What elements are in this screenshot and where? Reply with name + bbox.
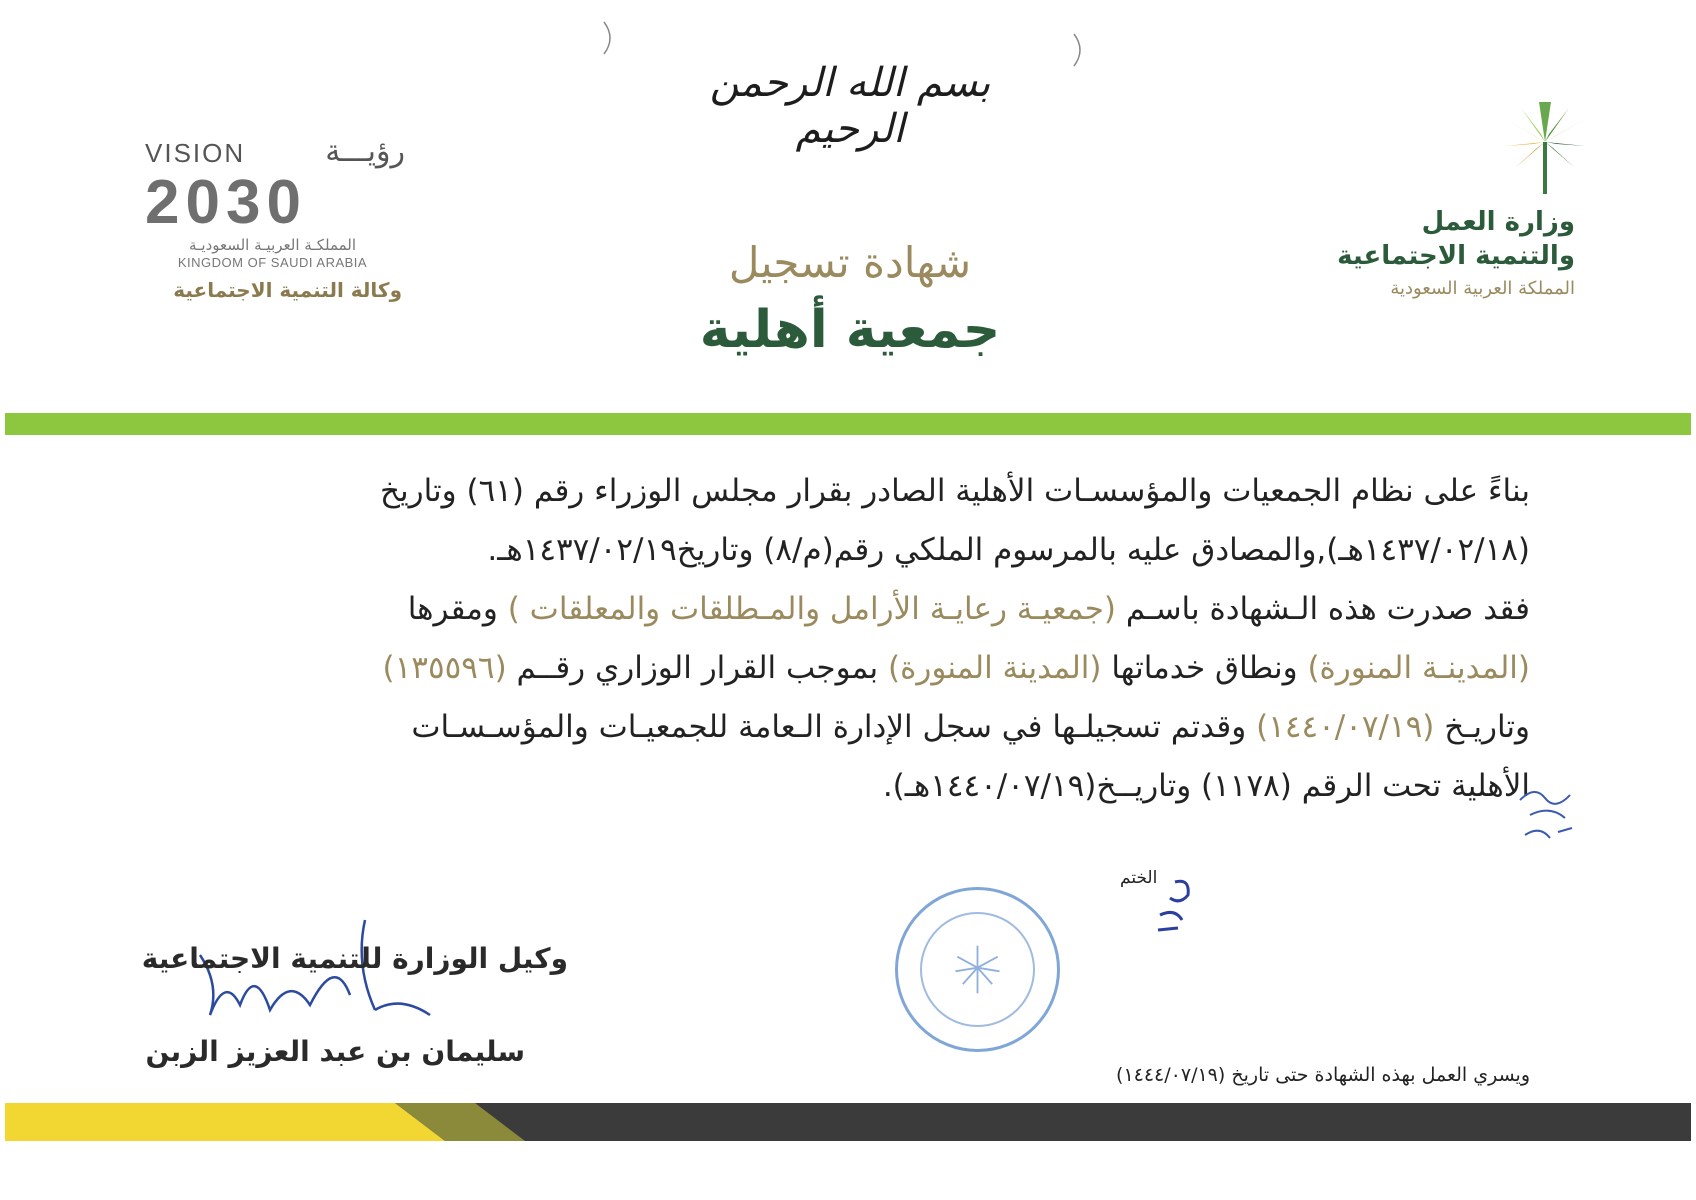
stamp-palm-icon bbox=[950, 942, 1005, 997]
scan-mark bbox=[600, 18, 620, 58]
certificate-body bbox=[150, 462, 1530, 816]
body-line-5 bbox=[150, 698, 1530, 757]
service-area: (المدينة المنورة) bbox=[888, 650, 1102, 686]
basmala: بسم الله الرحمن الرحيم bbox=[709, 60, 991, 152]
vision-ar-label: رؤيـــة bbox=[325, 134, 405, 169]
body-line-1: بناءً على نظام الجمعيات والمؤسسـات الأهلية الصادر بقرار مجلس الوزراء رقم (٦١) وتاريخ bbox=[379, 473, 1530, 509]
stamp-label: الختم bbox=[1120, 868, 1158, 888]
headquarters-city: (المدينـة المنورة) bbox=[1307, 650, 1530, 686]
body-line-3-pre: فقد صدرت هذه الـشهادة باسـم bbox=[1125, 591, 1530, 627]
certificate-subtitle: جمعية أهلية bbox=[699, 300, 1001, 360]
decision-number: (١٣٥٥٩٦) bbox=[382, 650, 507, 686]
body-line-2: (١٤٣٧/٠٢/١٨هـ),والمصادق عليه بالمرسوم الملكي رقم(م/٨) وتاريخ١٤٣٧/٠٢/١٩هـ. bbox=[487, 532, 1530, 568]
official-stamp-seal bbox=[895, 887, 1060, 1052]
body-line-3-post: ومقرها bbox=[407, 591, 498, 627]
body-line-5-pre: وتاريـخ bbox=[1444, 709, 1530, 745]
validity-note: ويسري العمل بهذه الشهادة حتى تاريخ (١٤٤٤/٠٧/١٩) bbox=[1116, 1064, 1530, 1086]
ministry-name-line2: والتنمية الاجتماعية bbox=[1337, 241, 1575, 271]
vision-kingdom-en: KINGDOM OF SAUDI ARABIA bbox=[177, 255, 368, 270]
decision-date: (١٤٤٠/٠٧/١٩) bbox=[1256, 709, 1435, 745]
footer-band bbox=[5, 1103, 1691, 1141]
vision-2030-logo bbox=[140, 134, 410, 308]
vision-year: 2030 bbox=[145, 168, 307, 237]
vision-en-label: VISION bbox=[145, 138, 246, 168]
body-line-6: الأهلية تحت الرقم (١١٧٨) وتاريــخ(١٤٤٠/٠٧/١٩هـ). bbox=[882, 768, 1530, 804]
header-divider-band bbox=[5, 413, 1691, 435]
agency-name: وكالة التنمية الاجتماعية bbox=[173, 278, 402, 302]
body-line-4-post: بموجب القرار الوزاري رقــم bbox=[516, 650, 879, 686]
signatory-name: سليمان بن عبد العزيز الزبن bbox=[145, 1035, 525, 1068]
body-line-4-mid: ونطاق خدماتها bbox=[1111, 650, 1298, 686]
certificate-title: شهادة تسجيل bbox=[728, 238, 972, 287]
body-line-5-post: وقدتم تسجيلـها في سجل الإدارة الـعامة للجمعيـات والمؤسـسـات bbox=[411, 709, 1247, 745]
organization-name: (جمعيـة رعايـة الأرامل والمـطلقات والمعلقات ) bbox=[507, 591, 1116, 627]
ministry-name-line1: وزارة العمل bbox=[1421, 207, 1575, 237]
handwritten-note-icon bbox=[1510, 780, 1590, 850]
signatory-title: وكيل الوزارة للتنمية الاجتماعية bbox=[141, 942, 568, 975]
ministry-country: المملكة العربية السعودية bbox=[1390, 278, 1575, 299]
palm-tree-logo-icon bbox=[1495, 100, 1595, 200]
ministry-name bbox=[1285, 205, 1575, 273]
scan-mark bbox=[1070, 30, 1090, 70]
signature-image bbox=[170, 915, 450, 1045]
vision-kingdom-ar: المملكـة العربيـة السعوديـة bbox=[188, 236, 357, 254]
body-line-3 bbox=[150, 580, 1530, 639]
body-line-4 bbox=[150, 639, 1530, 698]
initial-mark-icon bbox=[1120, 870, 1210, 940]
